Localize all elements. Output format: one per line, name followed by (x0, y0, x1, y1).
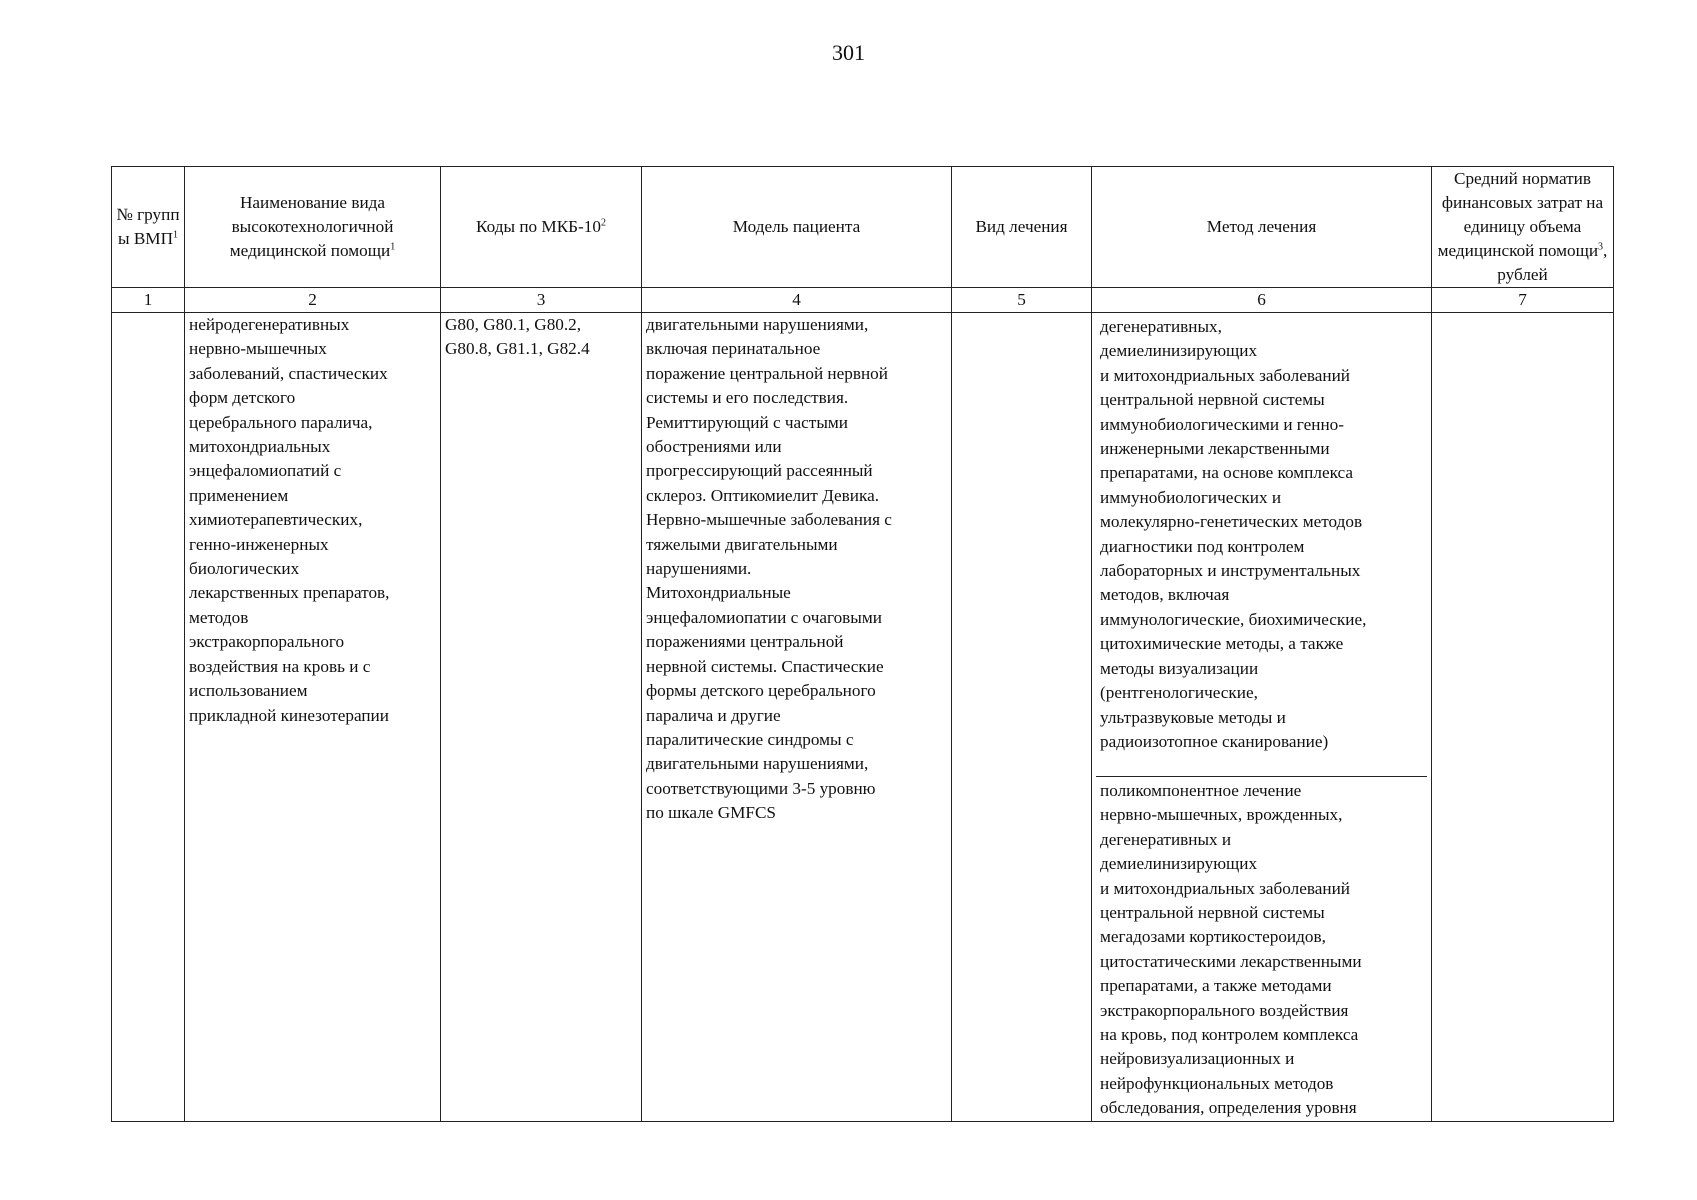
header-treatment-method: Метод лечения (1092, 167, 1432, 288)
column-number: 4 (642, 288, 952, 313)
table-row (112, 313, 1614, 1122)
header-treatment-type: Вид лечения (952, 167, 1092, 288)
cost-norm-cell (1432, 313, 1614, 1122)
header-patient-model: Модель пациента (642, 167, 952, 288)
column-number-row (112, 288, 1614, 313)
treatment-type-cell (952, 313, 1092, 1122)
column-number: 1 (112, 288, 185, 313)
header-group-number: № групп ы ВМП$^1$ (112, 167, 185, 288)
page-number: 301 (832, 40, 865, 65)
header-row (112, 167, 1614, 288)
column-number: 5 (952, 288, 1092, 313)
group-number-cell (112, 313, 185, 1122)
column-number: 3 (441, 288, 642, 313)
header-care-type-name: Наименование вида высокотехнологичной медицинской помощи$^1$ (185, 167, 441, 288)
column-number: 6 (1092, 288, 1432, 313)
vmp-table (111, 166, 1614, 1122)
header-cost-norm: Средний норматив финансовых затрат на единицу объема медицинской помощи$^3$, рублей (1432, 167, 1614, 288)
treatment-method-2: поликомпонентное лечение нервно-мышечных, врожденных, дегенеративных и демиелинизирующих и митохондриальных заболеваний центральной нервной системы мегадозами кортикостероидов, цитостатическими лекарственными препаратами, а также методами экстракорпорального воздействия на кровь, под контролем комплекса нейровизуализационных и нейрофункциональных методов обследования, определения уровня (1100, 781, 1362, 1118)
icd-codes-cell: G80, G80.1, G80.2, G80.8, G81.1, G82.4 (441, 313, 642, 1122)
care-type-name-cell: нейродегенеративных нервно-мышечных заболеваний, спастических форм детского церебрального паралича, митохондриальных энцефаломиопатий с применением химиотерапевтических, генно-инженерных биологических лекарственных препаратов, методов экстракорпорального воздействия на кровь и с использованием прикладной кинезотерапии (185, 313, 441, 1122)
header-icd-codes: Коды по МКБ-$10^2$ (441, 167, 642, 288)
treatment-method-cell (1092, 313, 1432, 1122)
column-number: 2 (185, 288, 441, 313)
treatment-method-1: дегенеративных, демиелинизирующих и митохондриальных заболеваний центральной нервной системы иммунобиологическими и генно- инженерными лекарственными препаратами, на основе комплекса иммунобиологических и молекулярно-генетических методов диагностики под контролем лабораторных и инструментальных методов, включая иммунологические, биохимические, цитохимические методы, а также методы визуализации (рентгенологические, ультразвуковые методы и радиоизотопное сканирование) (1096, 313, 1427, 777)
column-number: 7 (1432, 288, 1614, 313)
patient-model-cell: двигательными нарушениями, включая перинатальное поражение центральной нервной системы и его последствия. Ремиттирующий с частыми обострениями или прогрессирующий рассеянный склероз. Оптикомиелит Девика. Нервно-мышечные заболевания с тяжелыми двигательными нарушениями. Митохондриальные энцефаломиопатии с очаговыми поражениями центральной нервной системы. Спастические формы детского церебрального паралича и другие паралитические синдромы с двигательными нарушениями, соответствующими 3-5 уровню по шкале GMFCS (642, 313, 952, 1122)
